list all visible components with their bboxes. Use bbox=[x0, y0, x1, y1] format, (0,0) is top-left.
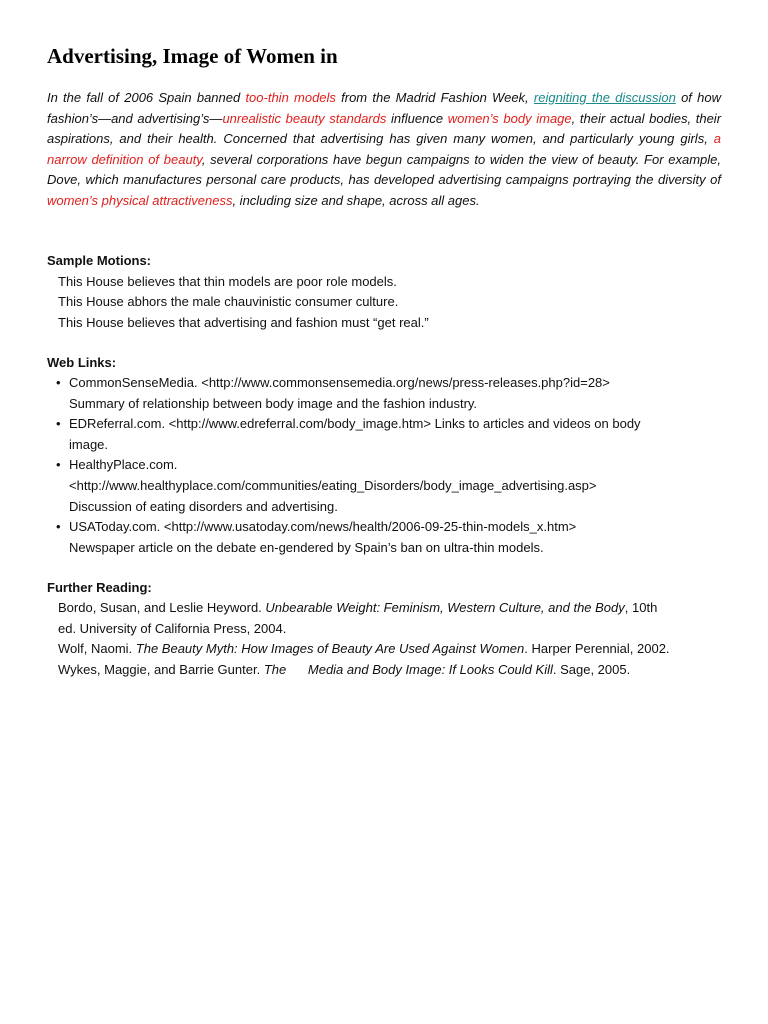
highlight-phrase: women’s physical attractiveness bbox=[47, 192, 233, 208]
web-links-heading: Web Links: bbox=[47, 355, 117, 370]
reference-title: Unbearable Weight: Feminism, Western Culture, and the Body bbox=[265, 600, 625, 615]
highlight-phrase: unrealistic beauty standards bbox=[222, 110, 387, 126]
web-link-description: Discussion of eating disorders and advertising. bbox=[69, 498, 338, 514]
web-links-list bbox=[47, 373, 721, 558]
intro-text: , their actual bodies, their aspirations, and their health. Concerned that advertising has given many women, and particularly young girls, bbox=[47, 110, 722, 147]
intro-text: , including size and shape, across all ages. bbox=[232, 192, 480, 208]
reference-details: . Sage, 2005. bbox=[552, 661, 631, 677]
web-link-text[interactable]: CommonSenseMedia. <http://www.commonsensemedia.org/news/press-releases.php?id=28> bbox=[69, 375, 610, 390]
reference-item bbox=[58, 660, 721, 681]
intro-text: of how fashion’s—and advertising’s— bbox=[47, 90, 721, 126]
reference-item bbox=[58, 598, 721, 619]
intro-paragraph bbox=[47, 88, 721, 212]
intro-text: influence bbox=[386, 110, 448, 126]
motion-item: This House believes that thin models are poor role models. bbox=[58, 274, 397, 289]
motion-item: This House abhors the male chauvinistic consumer culture. bbox=[58, 294, 399, 309]
reference-title: The Media and Body Image: If Looks Could Kill bbox=[263, 661, 553, 677]
reference-author: Bordo, Susan, and Leslie Heyword. bbox=[58, 600, 266, 615]
reference-author: Wykes, Maggie, and Barrie Gunter. bbox=[58, 661, 264, 677]
page-title: Advertising, Image of Women in bbox=[47, 44, 338, 68]
intro-text: In the fall of 2006 Spain banned bbox=[47, 90, 246, 105]
further-reading-list bbox=[58, 598, 721, 680]
bullet-icon: • bbox=[56, 375, 61, 390]
bullet-icon: • bbox=[56, 457, 61, 473]
reference-author: Wolf, Naomi. bbox=[58, 641, 136, 657]
web-link-item[interactable] bbox=[47, 414, 721, 455]
web-link-text[interactable]: HealthyPlace.com. bbox=[69, 457, 178, 473]
highlight-phrase: too-thin models bbox=[245, 90, 336, 105]
motion-item: This House believes that advertising and fashion must “get real.” bbox=[58, 315, 429, 330]
intro-text: , several corporations have begun campaigns to widen the view of beauty. For example, Dove, which manufactures personal care products, has developed advertising campaigns portraying the diversity of bbox=[47, 151, 721, 188]
further-reading-heading: Further Reading: bbox=[47, 580, 152, 595]
bullet-icon: • bbox=[56, 519, 61, 535]
reference-details: . Harper Perennial, 2002. bbox=[524, 641, 670, 657]
web-link-description: Summary of relationship between body image and the fashion industry. bbox=[69, 395, 478, 411]
web-link-item[interactable] bbox=[47, 455, 721, 517]
reference-title: The Beauty Myth: How Images of Beauty Are Used Against Women bbox=[135, 641, 525, 657]
web-link-text[interactable]: USAToday.com. <http://www.usatoday.com/news/health/2006-09-25-thin-models_x.htm> bbox=[69, 519, 577, 535]
highlight-phrase: a narrow definition of beauty bbox=[47, 131, 721, 167]
reference-item bbox=[58, 639, 721, 660]
highlight-phrase: women’s body image bbox=[447, 110, 572, 126]
reference-details: , 10th bbox=[624, 600, 658, 615]
sample-motions-heading: Sample Motions: bbox=[47, 253, 152, 268]
bullet-icon: • bbox=[56, 416, 61, 432]
discussion-link[interactable]: reigniting the discussion bbox=[533, 90, 676, 105]
web-link-text[interactable]: EDReferral.com. <http://www.edreferral.com/body_image.htm> Links to articles and videos on body bbox=[69, 416, 641, 432]
web-link-description: Newspaper article on the debate en-gendered by Spain’s ban on ultra-thin models. bbox=[69, 539, 544, 555]
web-link-item[interactable] bbox=[47, 373, 721, 414]
web-link-description: image. bbox=[69, 436, 109, 452]
web-link-url[interactable]: <http://www.healthyplace.com/communities/eating_Disorders/body_image_advertising.asp> bbox=[69, 477, 597, 493]
web-link-item[interactable] bbox=[47, 517, 721, 558]
reference-continuation: ed. University of California Press, 2004. bbox=[58, 620, 287, 636]
intro-text: from the Madrid Fashion Week, bbox=[335, 90, 534, 105]
